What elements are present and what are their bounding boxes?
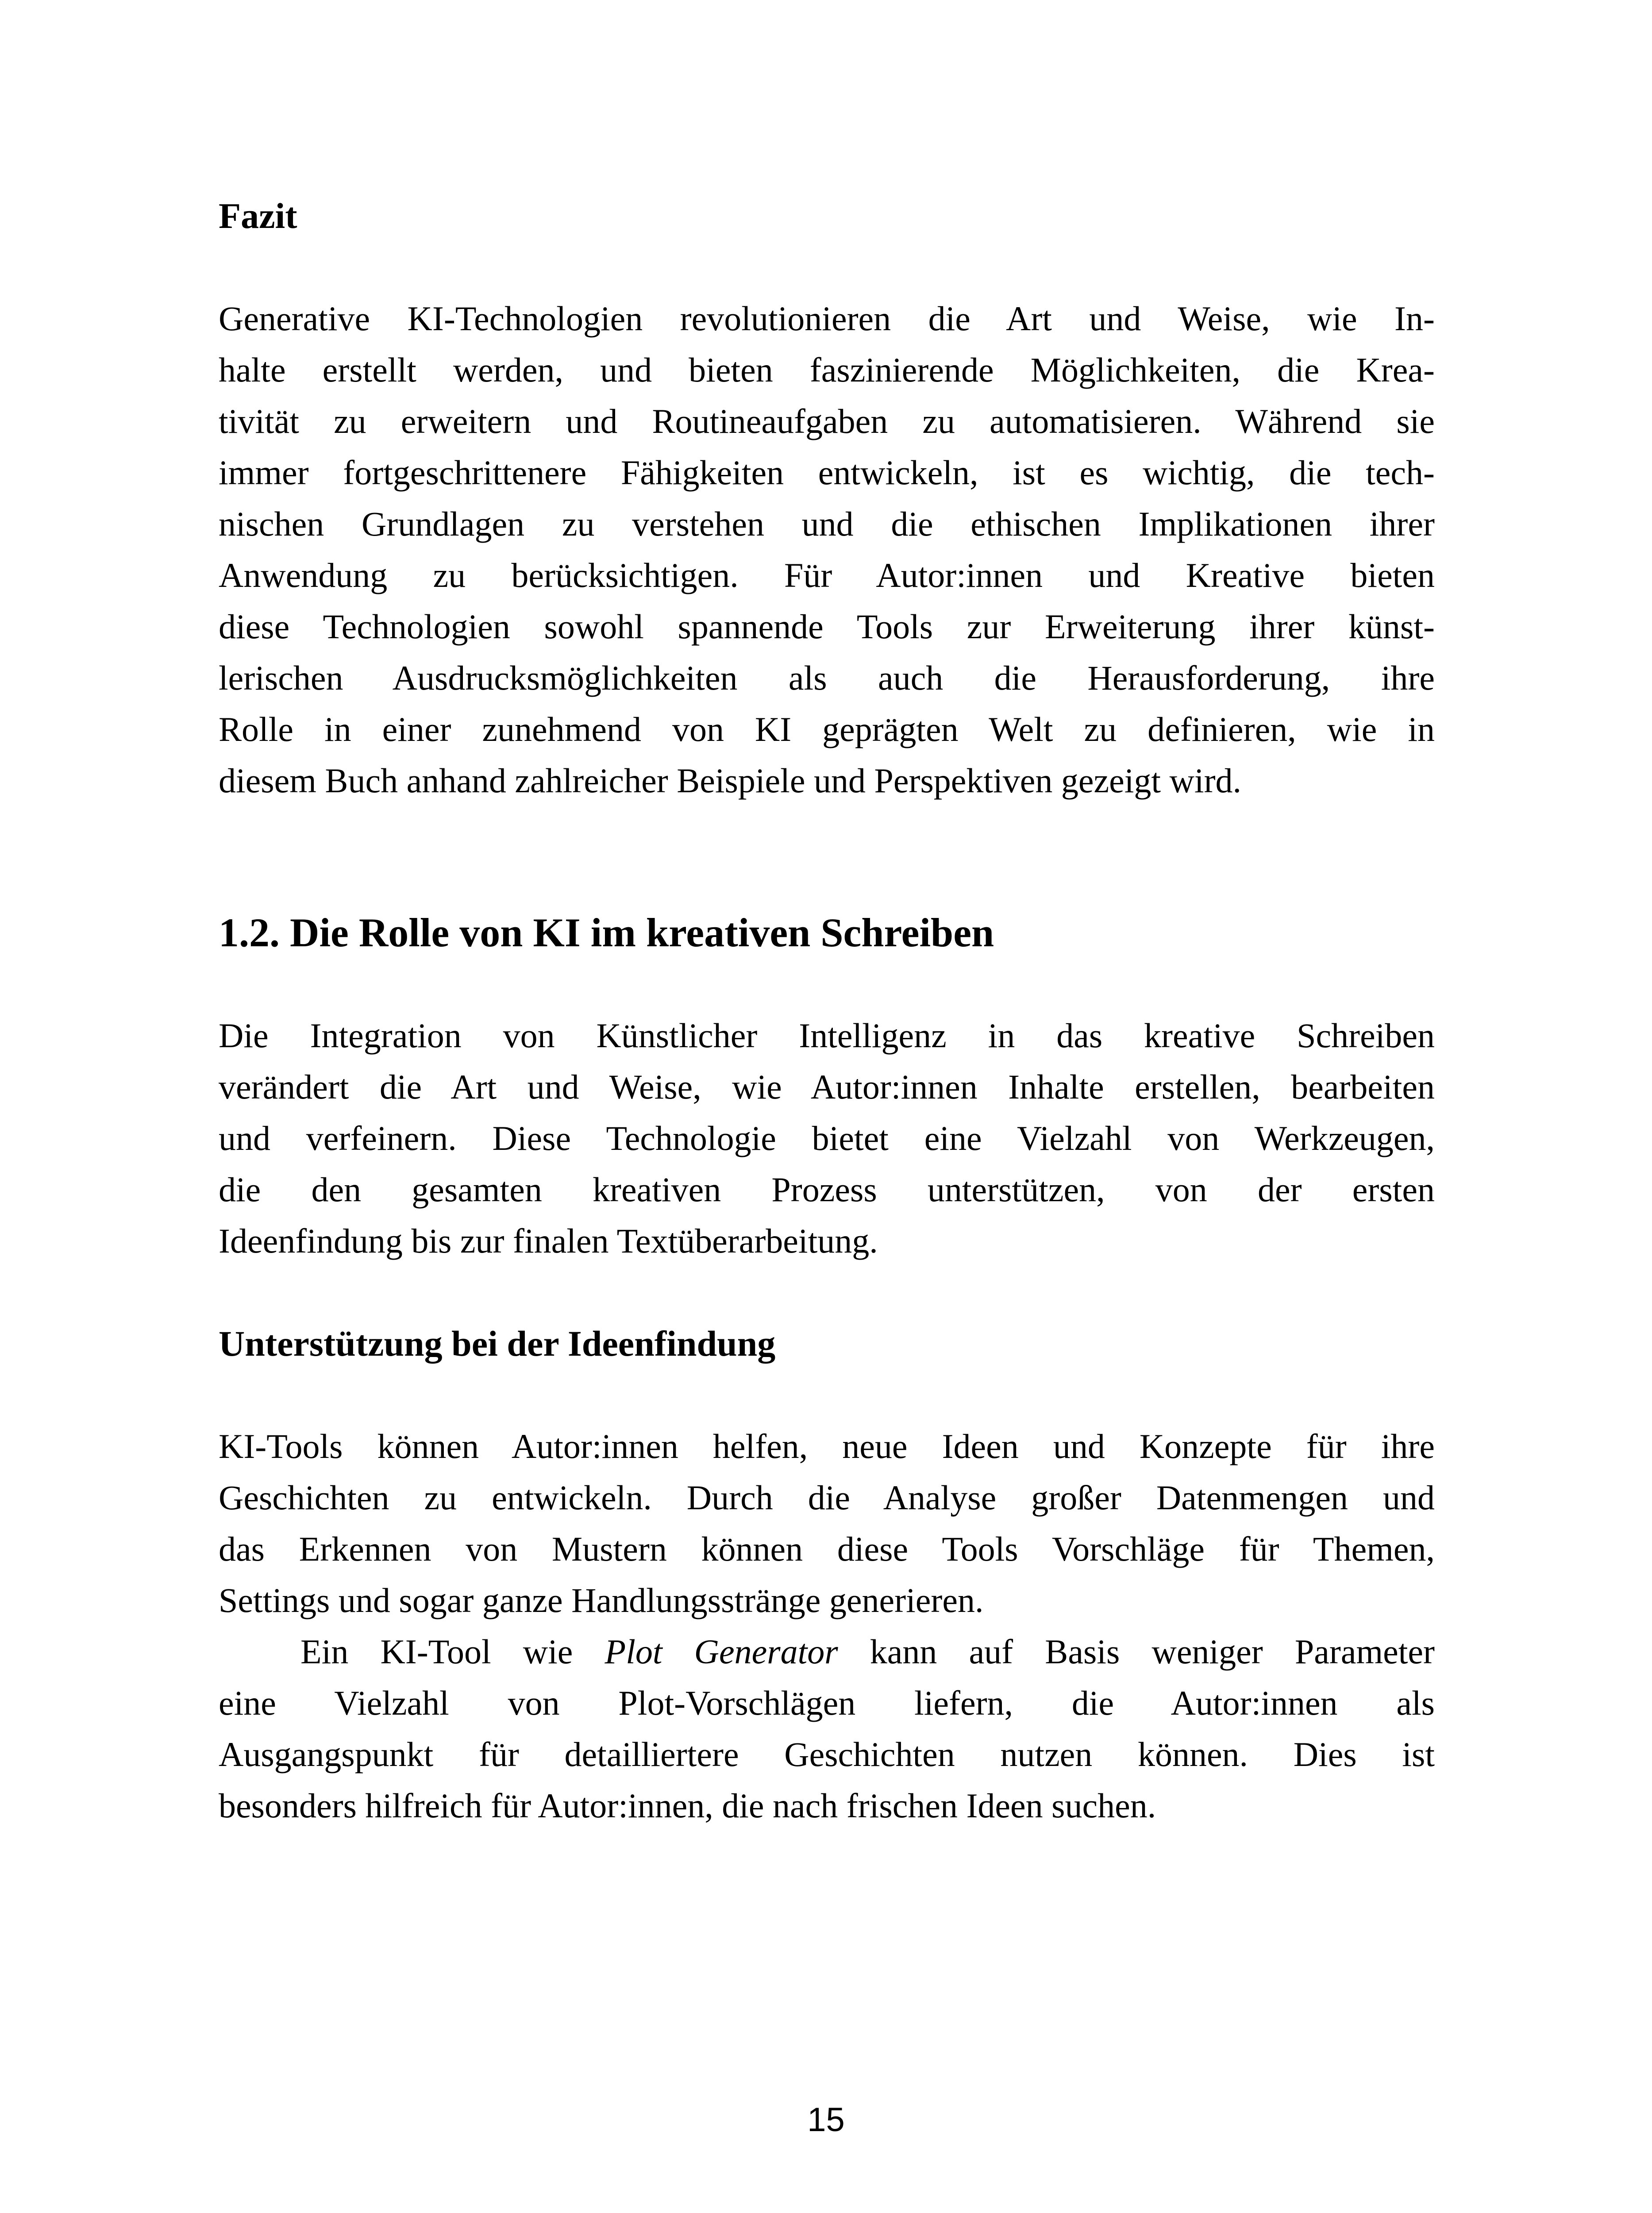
text-line: Anwendung zu berücksichtigen. Für Autor:innen und Kreative bieten: [219, 556, 1435, 594]
text-line: Settings und sogar ganze Handlungsstränge generieren.: [219, 1581, 984, 1619]
page-content: [219, 190, 1435, 1831]
tool-name: Plot Generator: [605, 1632, 838, 1671]
text-line: besonders hilfreich für Autor:innen, die nach frischen Ideen suchen.: [219, 1786, 1156, 1825]
text-line: KI-Tools können Autor:innen helfen, neue Ideen und Konzepte für ihre: [219, 1427, 1435, 1465]
text-line: tivität zu erweitern und Routineaufgaben zu automatisieren. Während sie: [219, 402, 1435, 440]
text-line: Geschichten zu entwickeln. Durch die Analyse großer Datenmengen und: [219, 1478, 1435, 1517]
text-line: Ideenfindung bis zur finalen Textüberarbeitung.: [219, 1222, 878, 1260]
text-line: Die Integration von Künstlicher Intelligenz in das kreative Schreiben: [219, 1016, 1435, 1055]
section-intro-paragraph: [219, 1010, 1435, 1267]
text-line: Ausgangspunkt für detailliertere Geschichten nutzen können. Dies ist: [219, 1735, 1435, 1773]
text-line: eine Vielzahl von Plot-Vorschlägen liefern, die Autor:innen als: [219, 1684, 1435, 1722]
text-line: diese Technologien sowohl spannende Tools zur Erweiterung ihrer künst-: [219, 607, 1435, 646]
text-line: Rolle in einer zunehmend von KI geprägten Welt zu definieren, wie in: [219, 710, 1435, 748]
text-line: halte erstellt werden, und bieten faszinierende Möglichkeiten, die Krea-: [219, 351, 1435, 389]
text-segment: Ein KI-Tool wie: [300, 1632, 605, 1671]
fazit-paragraph: [219, 293, 1435, 806]
text-line: [219, 1626, 1435, 1677]
text-line: nischen Grundlagen zu verstehen und die ethischen Implikationen ihrer: [219, 505, 1435, 543]
text-line: diesem Buch anhand zahlreicher Beispiele und Perspektiven gezeigt wird.: [219, 761, 1242, 800]
subsection-heading: Unterstützung bei der Ideenfindung: [219, 1323, 776, 1364]
section-heading: 1.2. Die Rolle von KI im kreativen Schreiben: [219, 910, 994, 955]
text-line: die den gesamten kreativen Prozess unterstützen, von der ersten: [219, 1170, 1435, 1209]
text-line: Generative KI-Technologien revolutionieren die Art und Weise, wie In-: [219, 299, 1435, 338]
text-segment: kann auf Basis weniger Parameter: [838, 1632, 1435, 1671]
text-line: und verfeinern. Diese Technologie bietet eine Vielzahl von Werkzeugen,: [219, 1119, 1435, 1157]
subsection-paragraph-1: [219, 1421, 1435, 1626]
subsection-paragraph-2: [219, 1626, 1435, 1831]
text-line: verändert die Art und Weise, wie Autor:innen Inhalte erstellen, bearbeiten: [219, 1068, 1435, 1106]
fazit-heading: Fazit: [219, 196, 297, 236]
text-line: lerischen Ausdrucksmöglichkeiten als auch die Herausforderung, ihre: [219, 659, 1435, 697]
page-number: 15: [807, 2101, 845, 2139]
text-line: das Erkennen von Mustern können diese Tools Vorschläge für Themen,: [219, 1530, 1435, 1568]
text-line: immer fortgeschrittenere Fähigkeiten entwickeln, ist es wichtig, die tech-: [219, 453, 1435, 492]
